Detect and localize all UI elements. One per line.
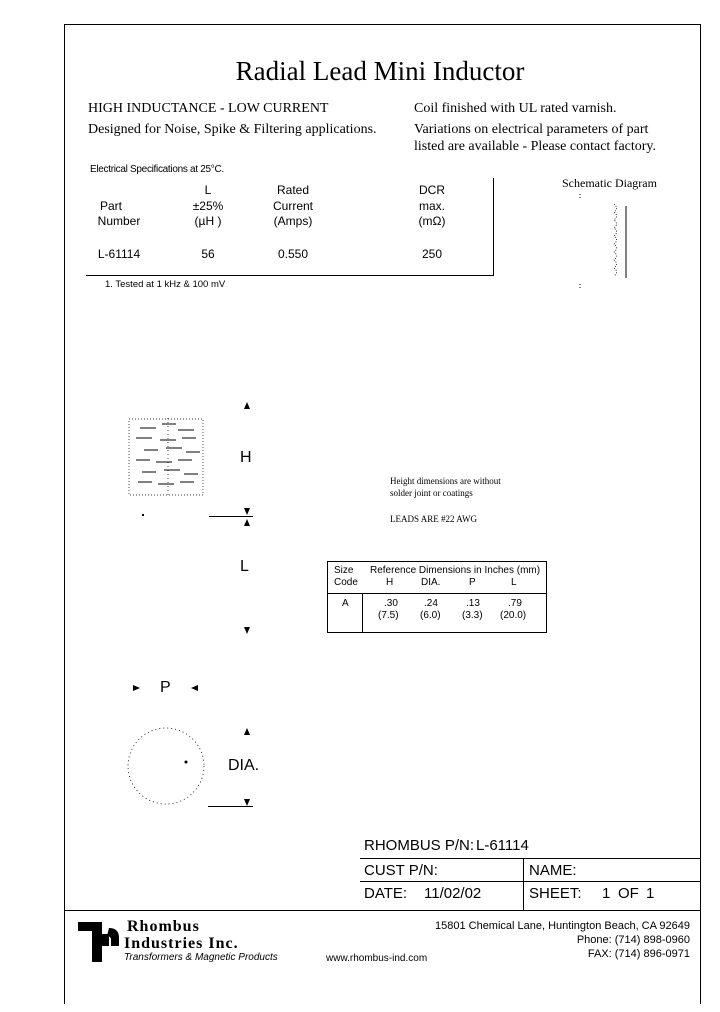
h-dimension-baseline: [209, 516, 253, 517]
p-arrow-right-icon: [191, 685, 198, 691]
frame-left-border: [64, 24, 65, 1004]
col-header-current-2: (Amps): [273, 214, 313, 228]
cust-pn-label: CUST P/N:: [364, 862, 438, 879]
rhombus-pn-value: L-61114: [476, 837, 529, 854]
company-fax: FAX: (714) 896-0971: [587, 948, 690, 960]
dim-header-size: Size: [334, 565, 354, 576]
l-arrow-top-icon: [244, 519, 250, 526]
col-header-current-0: Rated: [276, 183, 310, 197]
dim-header-divider: [328, 593, 546, 594]
feature-left-2: Designed for Noise, Spike & Filtering applications.: [88, 122, 377, 137]
dim-header-p: P: [469, 577, 476, 588]
elec-table-bottom-border: [86, 275, 494, 276]
dim-header-code: Code: [334, 577, 358, 588]
dim-cell-h-mm: (7.5): [378, 610, 399, 621]
title-block-line-2: [360, 881, 701, 882]
cell-inductance: 56: [201, 247, 215, 261]
col-header-part-1: Part: [99, 199, 122, 213]
name-label: NAME:: [529, 862, 577, 879]
col-header-current-1: Current: [272, 199, 313, 213]
feature-right-1: Coil finished with UL rated varnish.: [414, 101, 617, 116]
elec-table-note: 1. Tested at 1 kHz & 100 mV: [105, 279, 226, 290]
dim-cell-dia: .24: [424, 598, 438, 609]
label-l: L: [240, 558, 249, 575]
page-title: Radial Lead Mini Inductor: [235, 56, 525, 86]
dim-cell-l-mm: (20.0): [500, 610, 527, 621]
cell-dcr: 250: [421, 247, 443, 261]
dia-arrow-bottom-icon: [244, 799, 250, 806]
elec-table-right-border: [493, 178, 494, 275]
dim-header-h: H: [386, 577, 394, 588]
schematic-title: Schematic Diagram: [562, 176, 657, 190]
dia-arrow-top-icon: [244, 728, 250, 735]
dim-cell-code: A: [342, 598, 349, 609]
col-header-dcr-1: max.: [418, 199, 445, 213]
company-address: 15801 Chemical Lane, Huntington Beach, CA 92649: [434, 920, 690, 932]
sheet-label: SHEET:: [529, 885, 582, 902]
title-block-line-3: [64, 910, 701, 911]
label-p: P: [160, 679, 171, 696]
dia-dimension-baseline: [208, 806, 253, 807]
dim-column-divider: [362, 593, 363, 632]
date-label: DATE:: [364, 885, 408, 902]
leads-note: LEADS ARE #22 AWG: [390, 514, 478, 524]
l-arrow-bottom-icon: [244, 627, 250, 634]
sheet-of: OF: [618, 885, 639, 902]
inductor-bottom-view-icon: [124, 722, 210, 812]
height-note-1: Height dimensions are without: [390, 476, 501, 486]
p-arrow-left-icon: [133, 685, 140, 691]
height-note-2: solder joint or coatings: [390, 488, 473, 498]
lead-dot: [142, 514, 144, 516]
dim-header-dia: DIA.: [421, 577, 441, 588]
company-name-line-2: Industries Inc.: [124, 935, 239, 952]
title-block-line-1: [360, 858, 701, 859]
sheet-value: 1: [602, 885, 611, 902]
cell-part-number: L-61114: [97, 247, 141, 261]
dimension-table: [327, 561, 547, 633]
company-website[interactable]: www.rhombus-ind.com: [326, 953, 428, 964]
dim-header-reference: Reference Dimensions in Inches (mm): [370, 565, 541, 576]
col-header-inductance-0: L: [204, 183, 212, 197]
dim-cell-p: .13: [466, 598, 480, 609]
dim-cell-l: .79: [508, 598, 522, 609]
dim-cell-dia-mm: (6.0): [420, 610, 441, 621]
rhombus-logo-icon: [78, 918, 122, 966]
date-value: 11/02/02: [424, 885, 482, 902]
inductor-side-view-icon: [126, 416, 208, 498]
frame-right-border: [700, 24, 701, 1004]
company-phone: Phone: (714) 898-0960: [576, 934, 690, 946]
rhombus-pn-label: RHOMBUS P/N:: [364, 837, 475, 854]
col-header-dcr-2: (mΩ): [418, 214, 446, 228]
h-arrow-bottom-icon: [244, 508, 250, 515]
col-header-part-2: Number: [97, 214, 141, 228]
coil-schematic-icon: [570, 192, 640, 290]
h-arrow-top-icon: [244, 402, 250, 409]
sheet-total: 1: [646, 885, 655, 902]
feature-left-1: HIGH INDUCTANCE - LOW CURRENT: [88, 101, 329, 116]
feature-right-3: listed are available - Please contact factory.: [414, 139, 657, 154]
frame-top-border: [64, 24, 701, 25]
col-header-dcr-0: DCR: [419, 183, 445, 197]
col-header-inductance-1: ±25%: [192, 199, 224, 213]
cell-rated-current: 0.550: [277, 247, 309, 261]
company-name-line-1: Rhombus: [127, 918, 200, 935]
elec-table-caption: Electrical Specifications at 25°C.: [90, 164, 224, 175]
col-header-inductance-2: (µH ): [194, 214, 222, 228]
label-dia: DIA.: [228, 757, 260, 774]
dim-cell-h: .30: [384, 598, 398, 609]
company-tagline: Transformers & Magnetic Products: [124, 952, 278, 963]
dim-cell-p-mm: (3.3): [462, 610, 483, 621]
title-block-divider: [523, 858, 524, 910]
dim-header-l: L: [511, 577, 517, 588]
label-h: H: [240, 449, 252, 466]
feature-right-2: Variations on electrical parameters of part: [414, 122, 649, 137]
